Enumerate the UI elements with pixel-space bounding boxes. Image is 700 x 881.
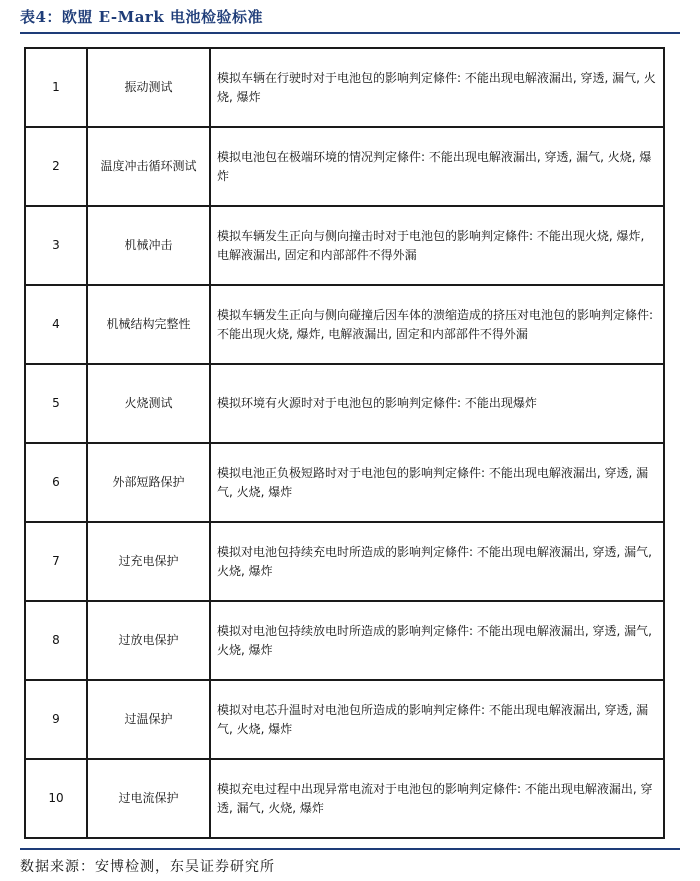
test-description: 模拟电池包在极端环境的情况判定條件: 不能出现电解液漏出, 穿透, 漏气, 火烧, 爆炸 xyxy=(210,127,664,206)
test-description: 模拟对电池包持续充电时所造成的影响判定條件: 不能出现电解液漏出, 穿透, 漏气, 火烧, 爆炸 xyxy=(210,522,664,601)
test-description: 模拟电池正负极短路时对于电池包的影响判定條件: 不能出现电解液漏出, 穿透, 漏气, 火烧, 爆炸 xyxy=(210,443,664,522)
table-row xyxy=(25,206,664,285)
test-name: 外部短路保护 xyxy=(87,443,210,522)
test-description: 模拟对电芯升温时对电池包所造成的影响判定條件: 不能出现电解液漏出, 穿透, 漏气, 火烧, 爆炸 xyxy=(210,680,664,759)
test-name: 机械结构完整性 xyxy=(87,285,210,364)
table-row xyxy=(25,680,664,759)
row-number: 5 xyxy=(25,364,87,443)
test-description: 模拟车辆发生正向与侧向撞击时对于电池包的影响判定條件: 不能出现火烧, 爆炸, 电解液漏出, 固定和内部部件不得外漏 xyxy=(210,206,664,285)
row-number: 10 xyxy=(25,759,87,838)
test-name: 振动测试 xyxy=(87,48,210,127)
test-name: 过温保护 xyxy=(87,680,210,759)
title-divider xyxy=(20,32,680,34)
table-row xyxy=(25,601,664,680)
row-number: 4 xyxy=(25,285,87,364)
test-name: 火烧测试 xyxy=(87,364,210,443)
footer-divider xyxy=(20,848,680,850)
test-description: 模拟车辆在行驶时对于电池包的影响判定條件: 不能出现电解液漏出, 穿透, 漏气, 火烧, 爆炸 xyxy=(210,48,664,127)
table-row xyxy=(25,759,664,838)
battery-standards-table xyxy=(24,47,665,839)
table-row xyxy=(25,522,664,601)
table-row xyxy=(25,48,664,127)
row-number: 7 xyxy=(25,522,87,601)
test-description: 模拟环境有火源时对于电池包的影响判定條件: 不能出现爆炸 xyxy=(210,364,664,443)
test-description: 模拟充电过程中出现异常电流对于电池包的影响判定條件: 不能出现电解液漏出, 穿透, 漏气, 火烧, 爆炸 xyxy=(210,759,664,838)
test-name: 机械冲击 xyxy=(87,206,210,285)
row-number: 3 xyxy=(25,206,87,285)
test-name: 温度冲击循环测试 xyxy=(87,127,210,206)
test-name: 过放电保护 xyxy=(87,601,210,680)
test-description: 模拟车辆发生正向与侧向碰撞后因车体的溃缩造成的挤压对电池包的影响判定條件: 不能出现火烧, 爆炸, 电解液漏出, 固定和内部部件不得外漏 xyxy=(210,285,664,364)
table-row xyxy=(25,285,664,364)
table-row xyxy=(25,364,664,443)
row-number: 9 xyxy=(25,680,87,759)
row-number: 2 xyxy=(25,127,87,206)
table-row xyxy=(25,443,664,522)
row-number: 1 xyxy=(25,48,87,127)
row-number: 8 xyxy=(25,601,87,680)
row-number: 6 xyxy=(25,443,87,522)
test-name: 过电流保护 xyxy=(87,759,210,838)
test-description: 模拟对电池包持续放电时所造成的影响判定條件: 不能出现电解液漏出, 穿透, 漏气, 火烧, 爆炸 xyxy=(210,601,664,680)
table-title: 表4：欧盟 E-Mark 电池检验标准 xyxy=(20,8,263,26)
test-name: 过充电保护 xyxy=(87,522,210,601)
table-row xyxy=(25,127,664,206)
data-source: 数据来源：安博检测，东吴证券研究所 xyxy=(20,859,275,875)
